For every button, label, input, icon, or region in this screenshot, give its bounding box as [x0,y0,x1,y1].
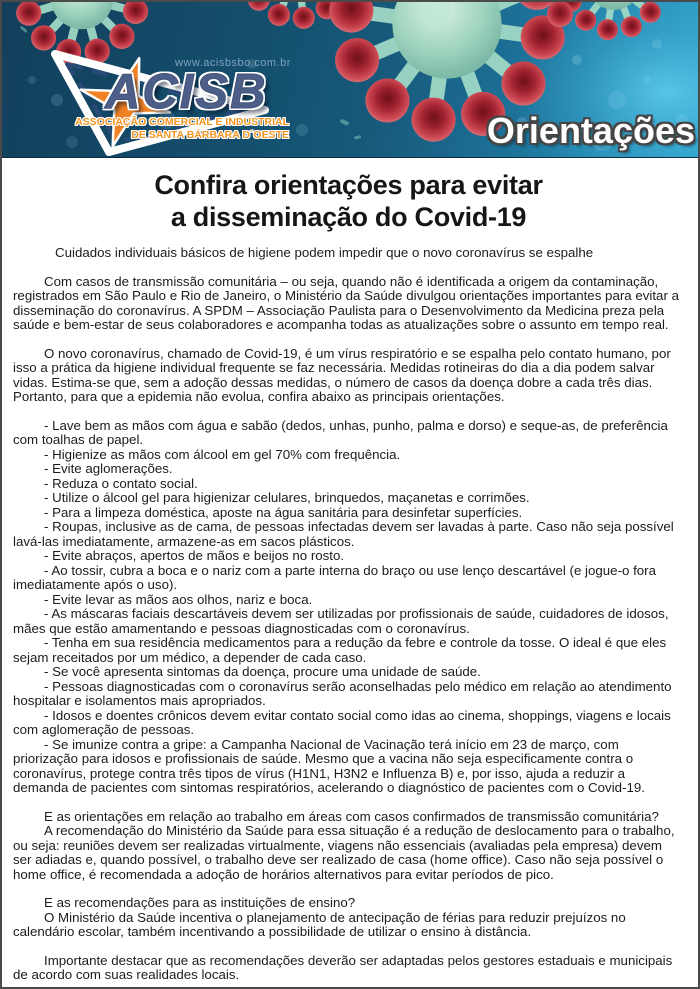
qa-schools [13,896,684,940]
qa-schools-answer: O Ministério da Saúde incentiva o planejamento de antecipação de férias para reduzir prejuízos no calendário escolar, também incentivando a possibilidade de utilizar o ensino à distância. [13,909,626,939]
guideline-item: - Lave bem as mãos com água e sabão (dedos, unhas, punho, palma e dorso) e seque-as, de preferência com toalhas de papel. [13,417,668,447]
guideline-item: - Tenha em sua residência medicamentos para a redução da febre e controle da tosse. O ideal é que eles sejam receitados por um médico, a depender de cada caso. [13,635,667,665]
guideline-item: - Para a limpeza doméstica, aposte na água sanitária para desinfetar superfícies. [44,504,523,520]
guideline-item: - Roupas, inclusive as de cama, de pessoas infectadas devem ser lavadas à parte. Caso não seja possível lavá-las imediatamente, armazene-as em sacos plásticos. [13,519,674,549]
article-title [13,170,684,233]
association-name-line2: DE SANTA BÁRBARA D´OESTE [131,129,289,141]
guideline-item: - Reduza o contato social. [44,475,198,491]
guideline-item: - Higienize as mãos com álcool em gel 70% com frequência. [44,446,401,462]
guideline-item: - Evite levar as mãos aos olhos, nariz e boca. [44,591,313,607]
qa-work-question: E as orientações em relação ao trabalho em áreas com casos confirmados de transmissão comunitária? [44,808,659,824]
website-url: www.acisbsbo.com.br [175,57,291,69]
orientacoes-banner-label: Orientações [486,110,695,151]
intro-paragraph-1: Com casos de transmissão comunitária – ou seja, quando não é identificada a origem da contaminação, registrados em São Paulo e Rio de Janeiro, o Ministério da Saúde divulgou orientações importantes para evitar a disseminação do coronavírus. A SPDM – Associação Paulista para o Desenvolvimento da Medicina preza pela saúde e bem-estar de seus colaboradores e acompanha todas as atualizações sobre o assunto em tempo real. [13,273,679,332]
intro-paragraph-2: O novo coronavírus, chamado de Covid-19, é um vírus respiratório e se espalha pelo contato humano, por isso a prática da higiene individual frequente se faz necessária. Medidas rotineiras do dia a dia podem salvar vidas. Estima-se que, sem a adoção dessas medidas, o número de casos da doença dobre a cada três dias. Portanto, para que a epidemia não evolua, confira abaixo as principais orientações. [13,345,671,404]
article-subtitle: Cuidados individuais básicos de higiene podem impedir que o novo coronavírus se espalhe [55,245,594,260]
guideline-item: - As máscaras faciais descartáveis devem ser utilizadas por profissionais de saúde, cuidadores de idosos, mães que estão amamentando e pessoas diagnosticadas com o coronavírus. [13,606,669,636]
guideline-item: - Pessoas diagnosticadas com o coronavírus serão aconselhadas pelo médico em relação ao atendimento hospitalar e isolamentos mais apropriados. [13,678,672,708]
acisb-logo [37,40,307,158]
association-name [67,116,289,142]
guidelines-list [13,419,684,796]
header-banner [2,2,698,158]
article-title-line1: Confira orientações para evitar [154,170,543,200]
guideline-item: - Idosos e doentes crônicos devem evitar contato social como idas ao cinema, shoppings, viagens e locais com aglomeração de pessoas. [13,707,671,737]
guideline-item: - Evite aglomerações. [44,461,173,476]
guideline-item: - Evite abraços, apertos de mãos e beijos no rosto. [44,548,345,563]
qa-work-answer: A recomendação do Ministério da Saúde para essa situação é a redução de deslocamento para o trabalho, ou seja: reuniões devem ser realizadas virtualmente, viagens não essenciais (avaliadas pela empresa) devem ser adiadas e, quando possível, o trabalho deve ser realizado de casa (home office). Caso não seja possível o home office, é recomendada a adoção de horários alternativos para evitar períodos de pico. [13,823,675,882]
closing-paragraph: Importante destacar que as recomendações deverão ser adaptadas pelos gestores estaduais e municipais de acordo com suas realidades locais. [13,952,673,982]
association-name-line1: ASSOCIAÇÃO COMERCIAL E INDUSTRIAL [75,116,289,128]
article-title-line2: a disseminação do Covid-19 [170,201,527,232]
qa-schools-question: E as recomendações para as instituições de ensino? [44,895,356,910]
guideline-item: - Ao tossir, cubra a boca e o nariz com a parte interna do braço ou use lenço descartável (e jogue-o fora imediatamente após o uso). [13,562,657,592]
guideline-item: - Se imunize contra a gripe: a Campanha Nacional de Vacinação terá início em 23 de março, com priorização para idosos e profissionais de saúde. Mesmo que a vacina não seja especificamente contra o coronavírus, protege contra três tipos de vírus (H1N1, H3N2 e Influenza B) e, por isso, ajuda a reduzir a demanda de pacientes com sintomas respiratórios, acelerando o diagnóstico de pacientes com o Covid-19. [13,736,645,795]
article-body [2,158,698,983]
guideline-item: - Se você apresenta sintomas da doença, procure uma unidade de saúde. [44,664,481,679]
guideline-item: - Utilize o álcool gel para higienizar celulares, brinquedos, maçanetas e corrimões. [44,490,530,505]
qa-work [13,810,684,883]
acisb-wordmark: ACISB [105,65,268,119]
